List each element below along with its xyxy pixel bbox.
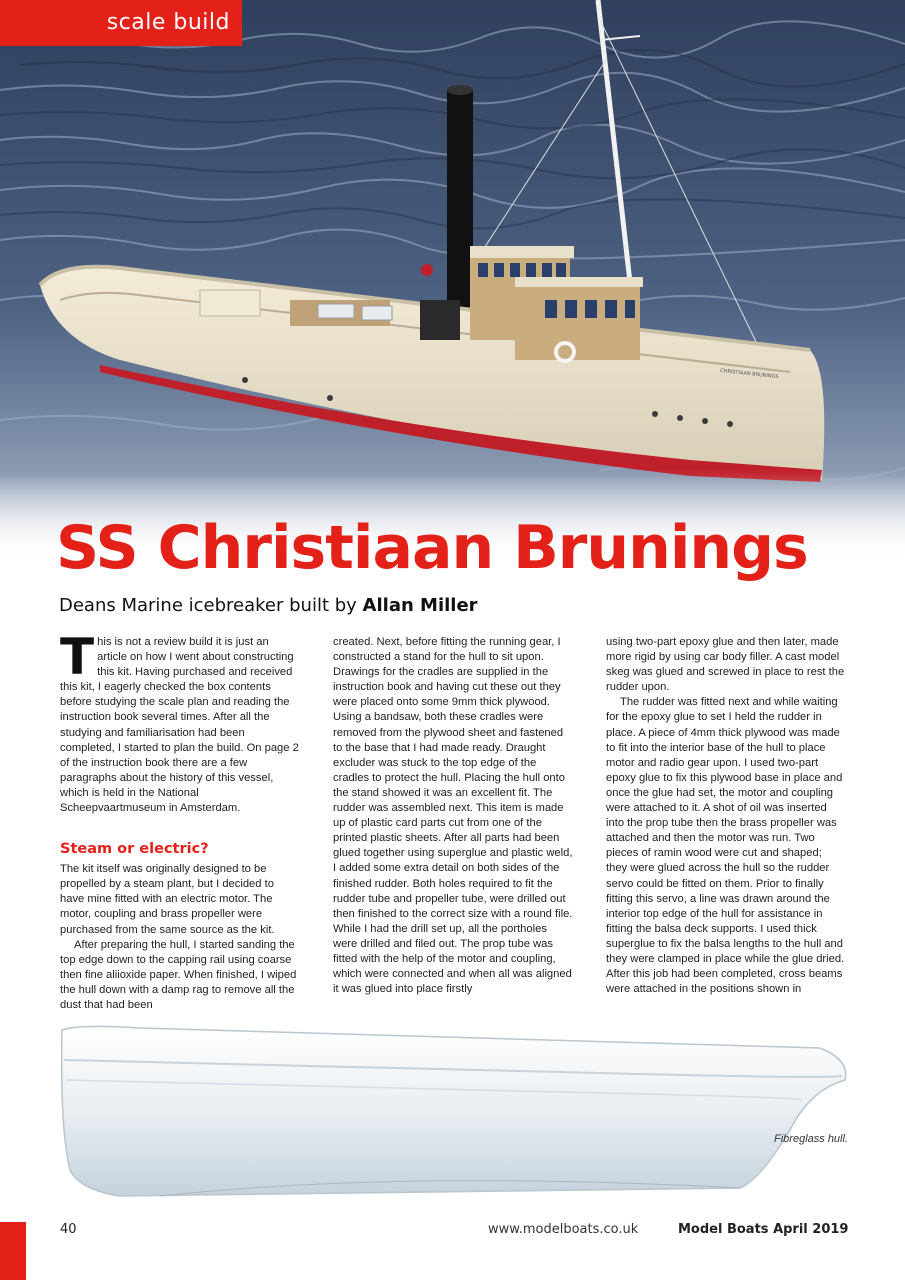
standfirst-text: Deans Marine icebreaker built by: [59, 595, 363, 616]
column-2: [333, 635, 573, 997]
footer-magazine: Model Boats April 2019: [678, 1222, 849, 1237]
paragraph: created. Next, before fitting the running gear, I constructed a stand for the hull to sit upon. Drawings for the cradles are supplied in the instruction book and having cut these out they were placed onto some 9mm thick plywood. Using a bandsaw, both these cradles were removed from the plywood sheet and fastened to the base that I had made ready. Draught excluder was stuck to the top edge of the cradles to protect the hull. Placing the hull onto the stand showed it was an excellent fit. The rudder was assembled next. This item is made up of plastic card parts cut from one of the printed plastic sheets. After all parts had been glued together using superglue and plastic weld, I added some extra detail on both sides of the finished rudder. Both holes required to fit the rudder tube and propeller tube, were drilled out then finished to the correct size with a round file. While I had the drill set up, all the portholes were drilled and filed out. The prop tube was fitted with the help of the motor and coupling, which were connected and when all was aligned it was glued into place firstly: [333, 636, 573, 996]
hull-photo-caption: Fibreglass hull.: [774, 1133, 848, 1145]
hero-hull-name: CHRISTIAAN BRUNINGS: [719, 368, 779, 381]
page-number: 40: [60, 1222, 77, 1237]
column-3: [606, 635, 846, 997]
section-tab: scale build: [0, 0, 242, 46]
footer-url[interactable]: www.modelboats.co.uk: [488, 1222, 639, 1237]
paragraph: After preparing the hull, I started sanding the top edge down to the capping rail using coarse then fine aliioxide paper. When finished, I wiped the hull down with a damp rag to remove all the dust that had been: [60, 938, 297, 1011]
standfirst: [59, 594, 859, 618]
fibreglass-hull-illustration: [0, 1020, 905, 1210]
hull-photo: [0, 1020, 905, 1210]
author-name: Allan Miller: [362, 595, 478, 616]
subheading: Steam or electric?: [60, 841, 209, 858]
paragraph: [60, 628, 300, 816]
column-1: [60, 628, 300, 1013]
dropcap: T: [60, 628, 95, 686]
paragraph: using two-part epoxy glue and then later, made more rigid by using car body filler. A cast model skeg was glued and screwed in place to rest the rudder upon.: [606, 636, 845, 694]
paragraph: The kit itself was originally designed to be propelled by a steam plant, but I decided to have mine fitted with an electric motor. The motor, coupling and brass propeller were purchased from the same source as the kit.: [60, 863, 275, 936]
hero-photo: [0, 0, 905, 560]
article-title: SS Christiaan Brunings: [56, 513, 808, 583]
paragraph: The rudder was fitted next and while waiting for the epoxy glue to set I held the rudder in place. A piece of 4mm thick plywood was made to fit into the interior base of the hull to place motor and radio gear upon. I used two-part epoxy glue to fix this plywood base in place and once the glue had set, the motor and coupling were attached to it. A shot of oil was inserted into the prop tube then the brass propeller was attached and then the motor was run. Two pieces of ramin wood were cut and shaped; they were glued across the hull so the rudder servo could be fitted on them. Prior to finally fitting this servo, a line was drawn around the interior top edge of the hull for assistance in fitting the balsa deck supports. I used thick superglue to fix the balsa lengths to the hull and they were clamped in place while the glue dried. After this job had been completed, cross beams were attached in the positions shown in: [606, 696, 845, 996]
boat-on-water-illustration: [0, 0, 905, 560]
folio-bar: [0, 1222, 26, 1280]
paragraph-text: his is not a review build it is just an article on how I went about constructing this kit. Having purchased and received this kit, I eagerly checked the box contents before studying the scale plan and reading the instruction book several times. After all the studying and familiarisation had been completed, I started to plan the build. On page 2 of the instruction book there are a few paragraphs about the history of this vessel, which is held in the National Scheepvaartmuseum in Amsterdam.: [60, 636, 299, 815]
